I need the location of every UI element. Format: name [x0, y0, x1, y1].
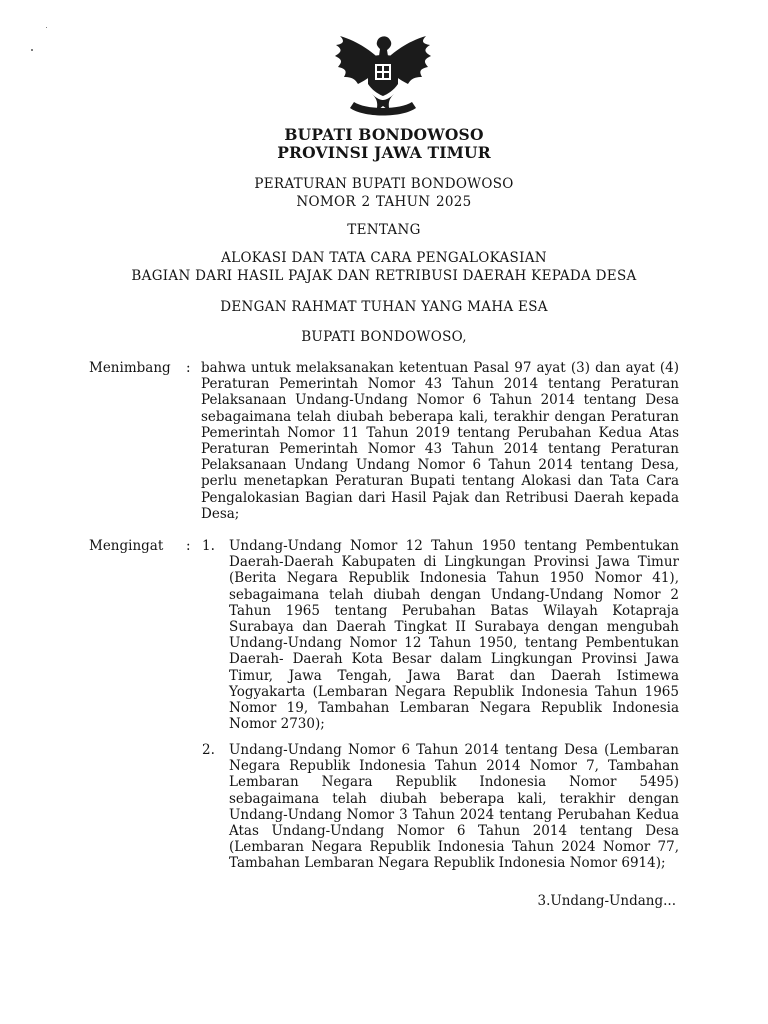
menimbang-colon: : — [186, 360, 191, 376]
garuda-emblem-icon — [332, 32, 434, 122]
scan-speck — [31, 49, 33, 51]
regulation-subject-line-1: ALOKASI DAN TATA CARA PENGALOKASIAN — [221, 250, 547, 266]
menimbang-text: bahwa untuk melaksanakan ketentuan Pasal 97 ayat (3) dan ayat (4) Peraturan Pemerintah Nomor 43 Tahun 2014 tentang Peraturan Pelaksanaan Undang-Undang Nomor 6 Tahun 2014 tentang Desa sebagaimana telah diubah beberapa kali, terakhir dengan Peraturan Pemerintah Nomor 11 Tahun 2019 tentang Perubahan Kedua Atas Peraturan Pemerintah Nomor 43 Tahun 2014 tentang Peraturan Pelaksanaan Undang Undang Nomor 6 Tahun 2014 tentang Desa, perlu menetapkan Peraturan Bupati tentang Alokasi dan Tata Cara Pengalokasian Bagian dari Hasil Pajak dan Retribusi Daerah kepada Desa; — [201, 360, 679, 522]
mengingat-item-number: 1. — [202, 538, 215, 554]
header-line-2: PROVINSI JAWA TIMUR — [277, 143, 491, 162]
header-line-1: BUPATI BONDOWOSO — [284, 125, 484, 144]
regulation-tentang: TENTANG — [347, 222, 421, 238]
mengingat-item-number: 2. — [202, 742, 215, 758]
mengingat-label: Mengingat — [89, 538, 164, 554]
page-continuation: 3.Undang-Undang... — [537, 893, 676, 909]
menimbang-label: Menimbang — [89, 360, 171, 376]
regulation-subject-line-2: BAGIAN DARI HASIL PAJAK DAN RETRIBUSI DAERAH KEPADA DESA — [131, 268, 637, 284]
regulation-number: NOMOR 2 TAHUN 2025 — [296, 194, 472, 210]
scan-speck — [46, 27, 47, 28]
regulation-invocation: DENGAN RAHMAT TUHAN YANG MAHA ESA — [220, 299, 548, 315]
regulation-title: PERATURAN BUPATI BONDOWOSO — [254, 176, 514, 192]
mengingat-colon: : — [186, 538, 191, 554]
regulation-issuer: BUPATI BONDOWOSO, — [301, 329, 467, 345]
mengingat-item-text: Undang-Undang Nomor 6 Tahun 2014 tentang Desa (Lembaran Negara Republik Indonesia Tahun 2014 Nomor 7, Tambahan Lembaran Negara Republik Indonesia Nomor 5495) sebagaimana telah diubah beberapa kali, terakhir dengan Undang-Undang Nomor 3 Tahun 2024 tentang Perubahan Kedua Atas Undang-Undang Nomor 6 Tahun 2014 tentang Desa (Lembaran Negara Republik Indonesia Tahun 2024 Nomor 77, Tambahan Lembaran Negara Republik Indonesia Nomor 6914); — [229, 742, 679, 872]
mengingat-item-text: Undang-Undang Nomor 12 Tahun 1950 tentang Pembentukan Daerah-Daerah Kabupaten di Lingkungan Provinsi Jawa Timur (Berita Negara Republik Indonesia Tahun 1950 Nomor 41), sebagaimana telah diubah dengan Undang-Undang Nomor 2 Tahun 1965 tentang Perubahan Batas Wilayah Kotapraja Surabaya dan Daerah Tingkat II Surabaya dengan mengubah Undang-Undang Nomor 12 Tahun 1950, tentang Pembentukan Daerah- Daerah Kota Besar dalam Lingkungan Provinsi Jawa Timur, Jawa Tengah, Jawa Barat dan Daerah Istimewa Yogyakarta (Lembaran Negara Republik Indonesia Tahun 1965 Nomor 19, Tambahan Lembaran Negara Republik Indonesia Nomor 2730); — [229, 538, 679, 733]
